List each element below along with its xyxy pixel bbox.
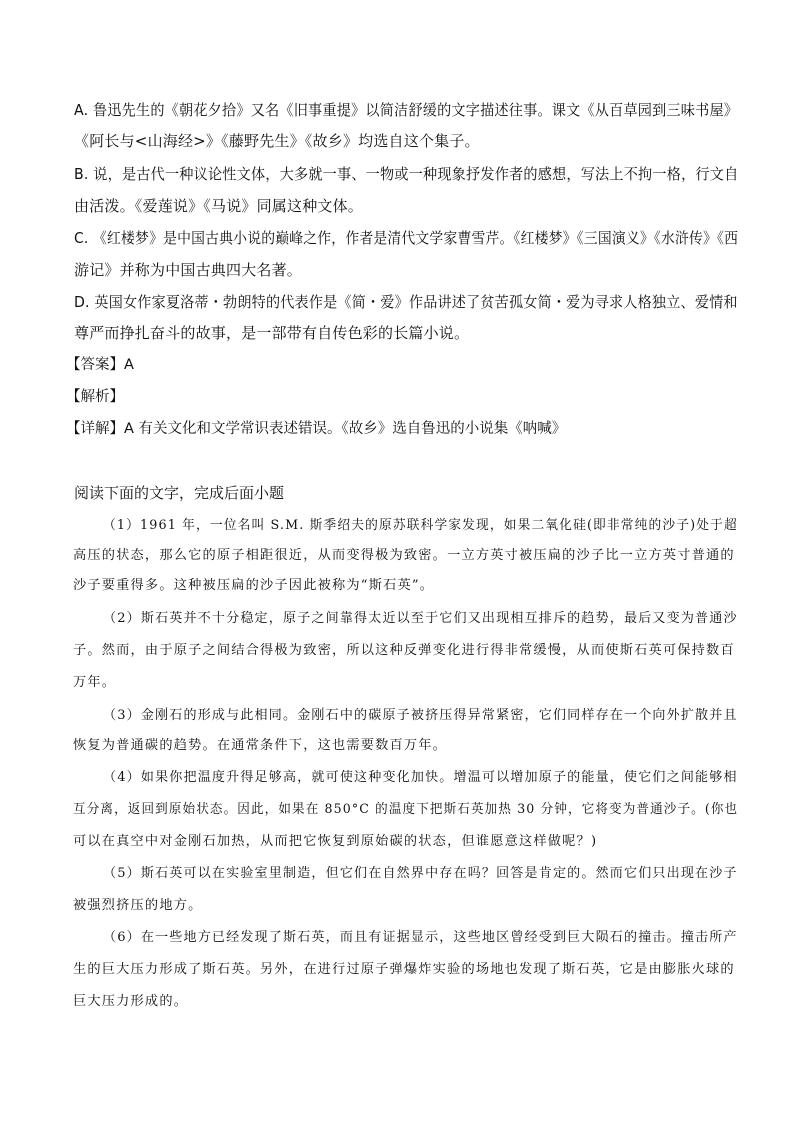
paragraph-line: 高压的状态，那么它的原子相距很近，从而变得极为致密。一立方英寸被压扁的沙子比一立方英寸普通的 — [73, 548, 735, 563]
paragraph-line: 恢复为普通碳的趋势。在通常条件下，这也需要数百万年。 — [73, 738, 448, 753]
paragraph-line: （4）如果你把温度升得足够高，就可使这种变化加快。增温可以增加原子的能量，使它们之间能够相 — [103, 770, 738, 785]
paragraph-line: 子。然而，由于原子之间结合得极为致密，所以这种反弹变化进行得非常缓慢，从而使斯石英可保持数百 — [73, 643, 735, 658]
paragraph-line: 互分离，返回到原始状态。因此，如果在 850°C 的温度下把斯石英加热 30 分钟，它将变为普通沙子。(你也 — [73, 802, 739, 817]
paragraph-line: 沙子要重得多。这种被压扁的沙子因此被称为“斯石英”。 — [73, 578, 435, 593]
reading-heading: 阅读下面的文字，完成后面小题 — [74, 484, 285, 502]
option-d-line-2: 尊严而挣扎奋斗的故事，是一部带有自传色彩的长篇小说。 — [74, 324, 470, 342]
option-c-line-1: C. 《红楼梦》是中国古典小说的巅峰之作，作者是清代文学家曹雪芹。《红楼梦》《三国演义》《水浒传》《西 — [74, 229, 739, 247]
paragraph-line: 被强烈挤压的地方。 — [73, 898, 203, 913]
paragraph-line: 巨大压力形成的。 — [73, 994, 189, 1009]
option-c-line-2: 游记》并称为中国古典四大名著。 — [74, 261, 303, 279]
detail-text: 【详解】A 有关文化和文学常识表述错误。《故乡》选自鲁迅的小说集《呐喊》 — [66, 421, 567, 437]
analysis-label: 【解析】 — [66, 389, 124, 405]
paragraph-line: （2）斯石英并不十分稳定，原子之间靠得太近以至于它们又出现相互排斥的趋势，最后又变为普通沙 — [103, 611, 738, 626]
paragraph-line: （3）金刚石的形成与此相同。金刚石中的碳原子被挤压得异常紧密，它们同样存在一个向外扩散并且 — [103, 708, 738, 723]
paragraph-line: 可以在真空中对金刚石加热，从而把它恢复到原始碳的状态，但谁愿意这样做呢？) — [73, 834, 598, 849]
option-a-line-2: 《阿长与<山海经>》《藤野先生》《故乡》均选自这个集子。 — [74, 132, 480, 150]
paragraph-line: 生的巨大压力形成了斯石英。另外，在进行过原子弹爆炸实验的场地也发现了斯石英，它是由膨胀火球的 — [73, 962, 735, 977]
paragraph-line: （5）斯石英可以在实验室里制造，但它们在自然界中存在吗？回答是肯定的。然而它们只出现在沙子 — [103, 866, 738, 881]
option-b-line-1: B. 说，是古代一种议论性文体，大多就一事、一物或一种现象抒发作者的感想，写法上不拘一格，行文自 — [74, 165, 739, 183]
option-d-line-1: D. 英国女作家夏洛蒂・勃朗特的代表作是《简・爱》作品讲述了贫苦孤女简・爱为寻求人格独立、爱情和 — [74, 293, 738, 311]
answer-label: 【答案】A — [66, 357, 134, 373]
paragraph-line: （6）在一些地方已经发现了斯石英，而且有证据显示，这些地区曾经受到巨大陨石的撞击。撞击所产 — [103, 930, 738, 945]
paragraph-line: （1）1961 年，一位名叫 S.M. 斯季绍夫的原苏联科学家发现，如果二氧化硅(即非常纯的沙子)处于超 — [103, 518, 738, 533]
paragraph-line: 万年。 — [73, 675, 117, 690]
option-a-line-1: A. 鲁迅先生的《朝花夕拾》又名《旧事重提》以简洁舒缓的文字描述往事。课文《从百草园到三味书屋》 — [74, 101, 739, 119]
option-b-line-2: 由活泼。《爱莲说》《马说》同属这种文体。 — [74, 197, 364, 215]
